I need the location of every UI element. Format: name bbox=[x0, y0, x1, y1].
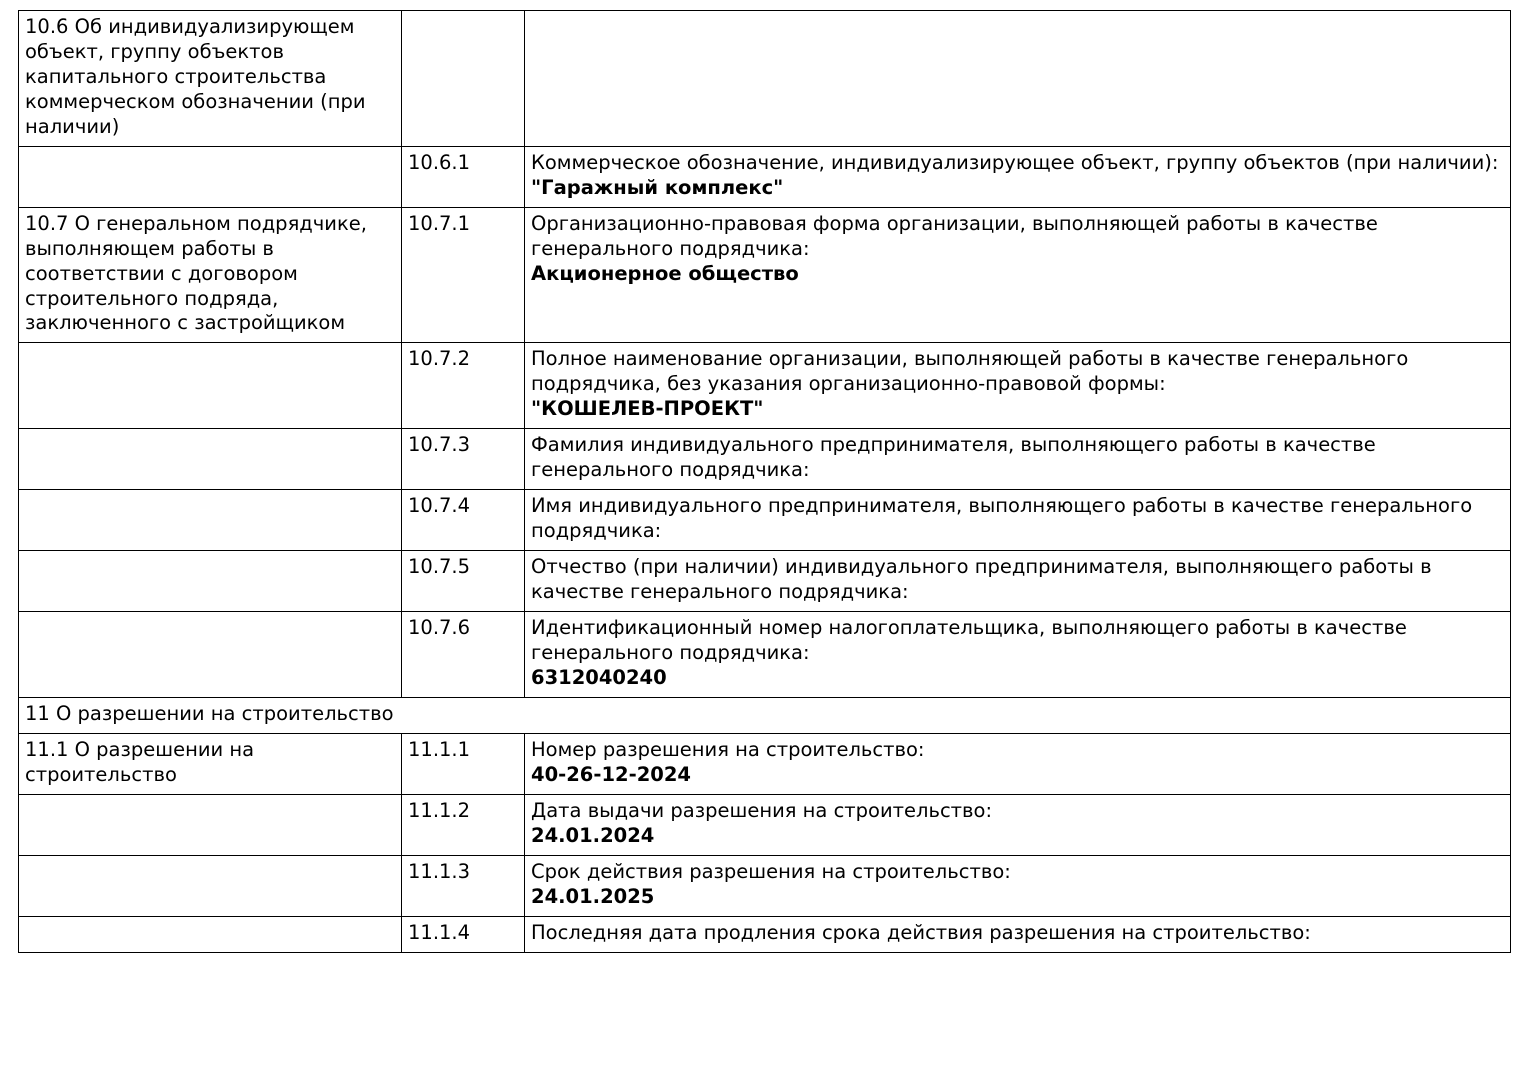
row-code-cell bbox=[402, 794, 525, 855]
declaration-table bbox=[18, 10, 1511, 953]
row-label-cell bbox=[19, 612, 402, 698]
row-description: Номер разрешения на строительство: bbox=[531, 737, 925, 761]
table-row bbox=[19, 343, 1511, 429]
table-row bbox=[19, 551, 1511, 612]
row-description: Организационно-правовая форма организации, выполняющей работы в качестве генерального подрядчика: bbox=[531, 211, 1378, 260]
row-code: 11.1.1 bbox=[408, 737, 471, 761]
table-row bbox=[19, 916, 1511, 952]
row-value-cell bbox=[525, 855, 1511, 916]
row-label-cell bbox=[19, 429, 402, 490]
row-label-cell bbox=[19, 855, 402, 916]
section-heading-row bbox=[19, 697, 1511, 733]
row-value: 6312040240 bbox=[531, 665, 667, 689]
row-description: Дата выдачи разрешения на строительство: bbox=[531, 798, 993, 822]
section-heading-cell bbox=[19, 697, 1511, 733]
row-value-cell bbox=[525, 916, 1511, 952]
row-description: Идентификационный номер налогоплательщика, выполняющего работы в качестве генерального подрядчика: bbox=[531, 616, 1407, 664]
table-row bbox=[19, 429, 1511, 490]
row-code: 10.7.6 bbox=[408, 616, 471, 640]
row-code: 10.7.4 bbox=[408, 494, 471, 518]
row-code: 10.7.1 bbox=[408, 211, 471, 235]
row-value-cell bbox=[525, 146, 1511, 207]
row-label-cell bbox=[19, 146, 402, 207]
table-row bbox=[19, 794, 1511, 855]
row-value-cell bbox=[525, 612, 1511, 698]
table-row bbox=[19, 146, 1511, 207]
row-description: Последняя дата продления срока действия разрешения на строительство: bbox=[531, 920, 1311, 944]
row-code-cell bbox=[402, 733, 525, 794]
row-value: Акционерное общество bbox=[531, 261, 799, 285]
table-row bbox=[19, 490, 1511, 551]
row-value: 24.01.2024 bbox=[531, 823, 655, 847]
table-row bbox=[19, 733, 1511, 794]
row-label: 10.6 Об индивидуализирующем объект, группу объектов капитального строительства коммерческом обозначении (при наличии) bbox=[25, 15, 366, 138]
row-value-cell bbox=[525, 207, 1511, 343]
table-body bbox=[19, 11, 1511, 953]
row-code: 10.7.3 bbox=[408, 433, 471, 457]
row-code-cell bbox=[402, 916, 525, 952]
row-code: 11.1.4 bbox=[408, 920, 471, 944]
row-value-cell bbox=[525, 551, 1511, 612]
row-label-cell bbox=[19, 343, 402, 429]
row-code-cell bbox=[402, 343, 525, 429]
row-description: Фамилия индивидуального предпринимателя, выполняющего работы в качестве генерального подрядчика: bbox=[531, 433, 1376, 482]
row-code-cell bbox=[402, 207, 525, 343]
table-row bbox=[19, 612, 1511, 698]
row-code-cell bbox=[402, 490, 525, 551]
row-code: 11.1.2 bbox=[408, 798, 471, 822]
table-row bbox=[19, 11, 1511, 147]
row-value-cell bbox=[525, 733, 1511, 794]
row-label-cell bbox=[19, 11, 402, 147]
row-value-cell bbox=[525, 794, 1511, 855]
row-value-cell bbox=[525, 490, 1511, 551]
row-code-cell bbox=[402, 146, 525, 207]
row-description: Имя индивидуального предпринимателя, выполняющего работы в качестве генерального подрядчика: bbox=[531, 494, 1473, 543]
row-description: Полное наименование организации, выполняющей работы в качестве генерального подрядчика, без указания организационно-правовой формы: bbox=[531, 347, 1409, 396]
table-row bbox=[19, 207, 1511, 343]
row-code-cell bbox=[402, 855, 525, 916]
row-label: 11.1 О разрешении на строительство bbox=[25, 737, 255, 786]
row-code: 10.7.5 bbox=[408, 555, 471, 579]
row-description: Отчество (при наличии) индивидуального предпринимателя, выполняющего работы в качестве генерального подрядчика: bbox=[531, 555, 1432, 604]
row-value: 40-26-12-2024 bbox=[531, 762, 691, 786]
row-label-cell bbox=[19, 551, 402, 612]
row-code: 10.7.2 bbox=[408, 347, 471, 371]
row-code-cell bbox=[402, 11, 525, 147]
row-value-cell bbox=[525, 11, 1511, 147]
table-row bbox=[19, 855, 1511, 916]
row-code-cell bbox=[402, 551, 525, 612]
row-label-cell bbox=[19, 207, 402, 343]
row-label-cell bbox=[19, 490, 402, 551]
row-label: 10.7 О генеральном подрядчике, выполняющем работы в соответствии с договором строительного подряда, заключенного с застройщиком bbox=[25, 211, 367, 335]
row-description: Срок действия разрешения на строительство: bbox=[531, 859, 1011, 883]
row-label-cell bbox=[19, 794, 402, 855]
row-code: 10.6.1 bbox=[408, 150, 471, 174]
row-label-cell bbox=[19, 733, 402, 794]
row-code: 11.1.3 bbox=[408, 859, 471, 883]
row-value: "Гаражный комплекс" bbox=[531, 175, 784, 199]
section-heading: 11 О разрешении на строительство bbox=[25, 701, 394, 725]
row-value-cell bbox=[525, 343, 1511, 429]
row-value-cell bbox=[525, 429, 1511, 490]
row-code-cell bbox=[402, 429, 525, 490]
row-value: 24.01.2025 bbox=[531, 884, 655, 908]
row-label-cell bbox=[19, 916, 402, 952]
row-code-cell bbox=[402, 612, 525, 698]
row-description: Коммерческое обозначение, индивидуализирующее объект, группу объектов (при наличии): bbox=[531, 150, 1499, 174]
row-value: "КОШЕЛЕВ-ПРОЕКТ" bbox=[531, 397, 764, 421]
